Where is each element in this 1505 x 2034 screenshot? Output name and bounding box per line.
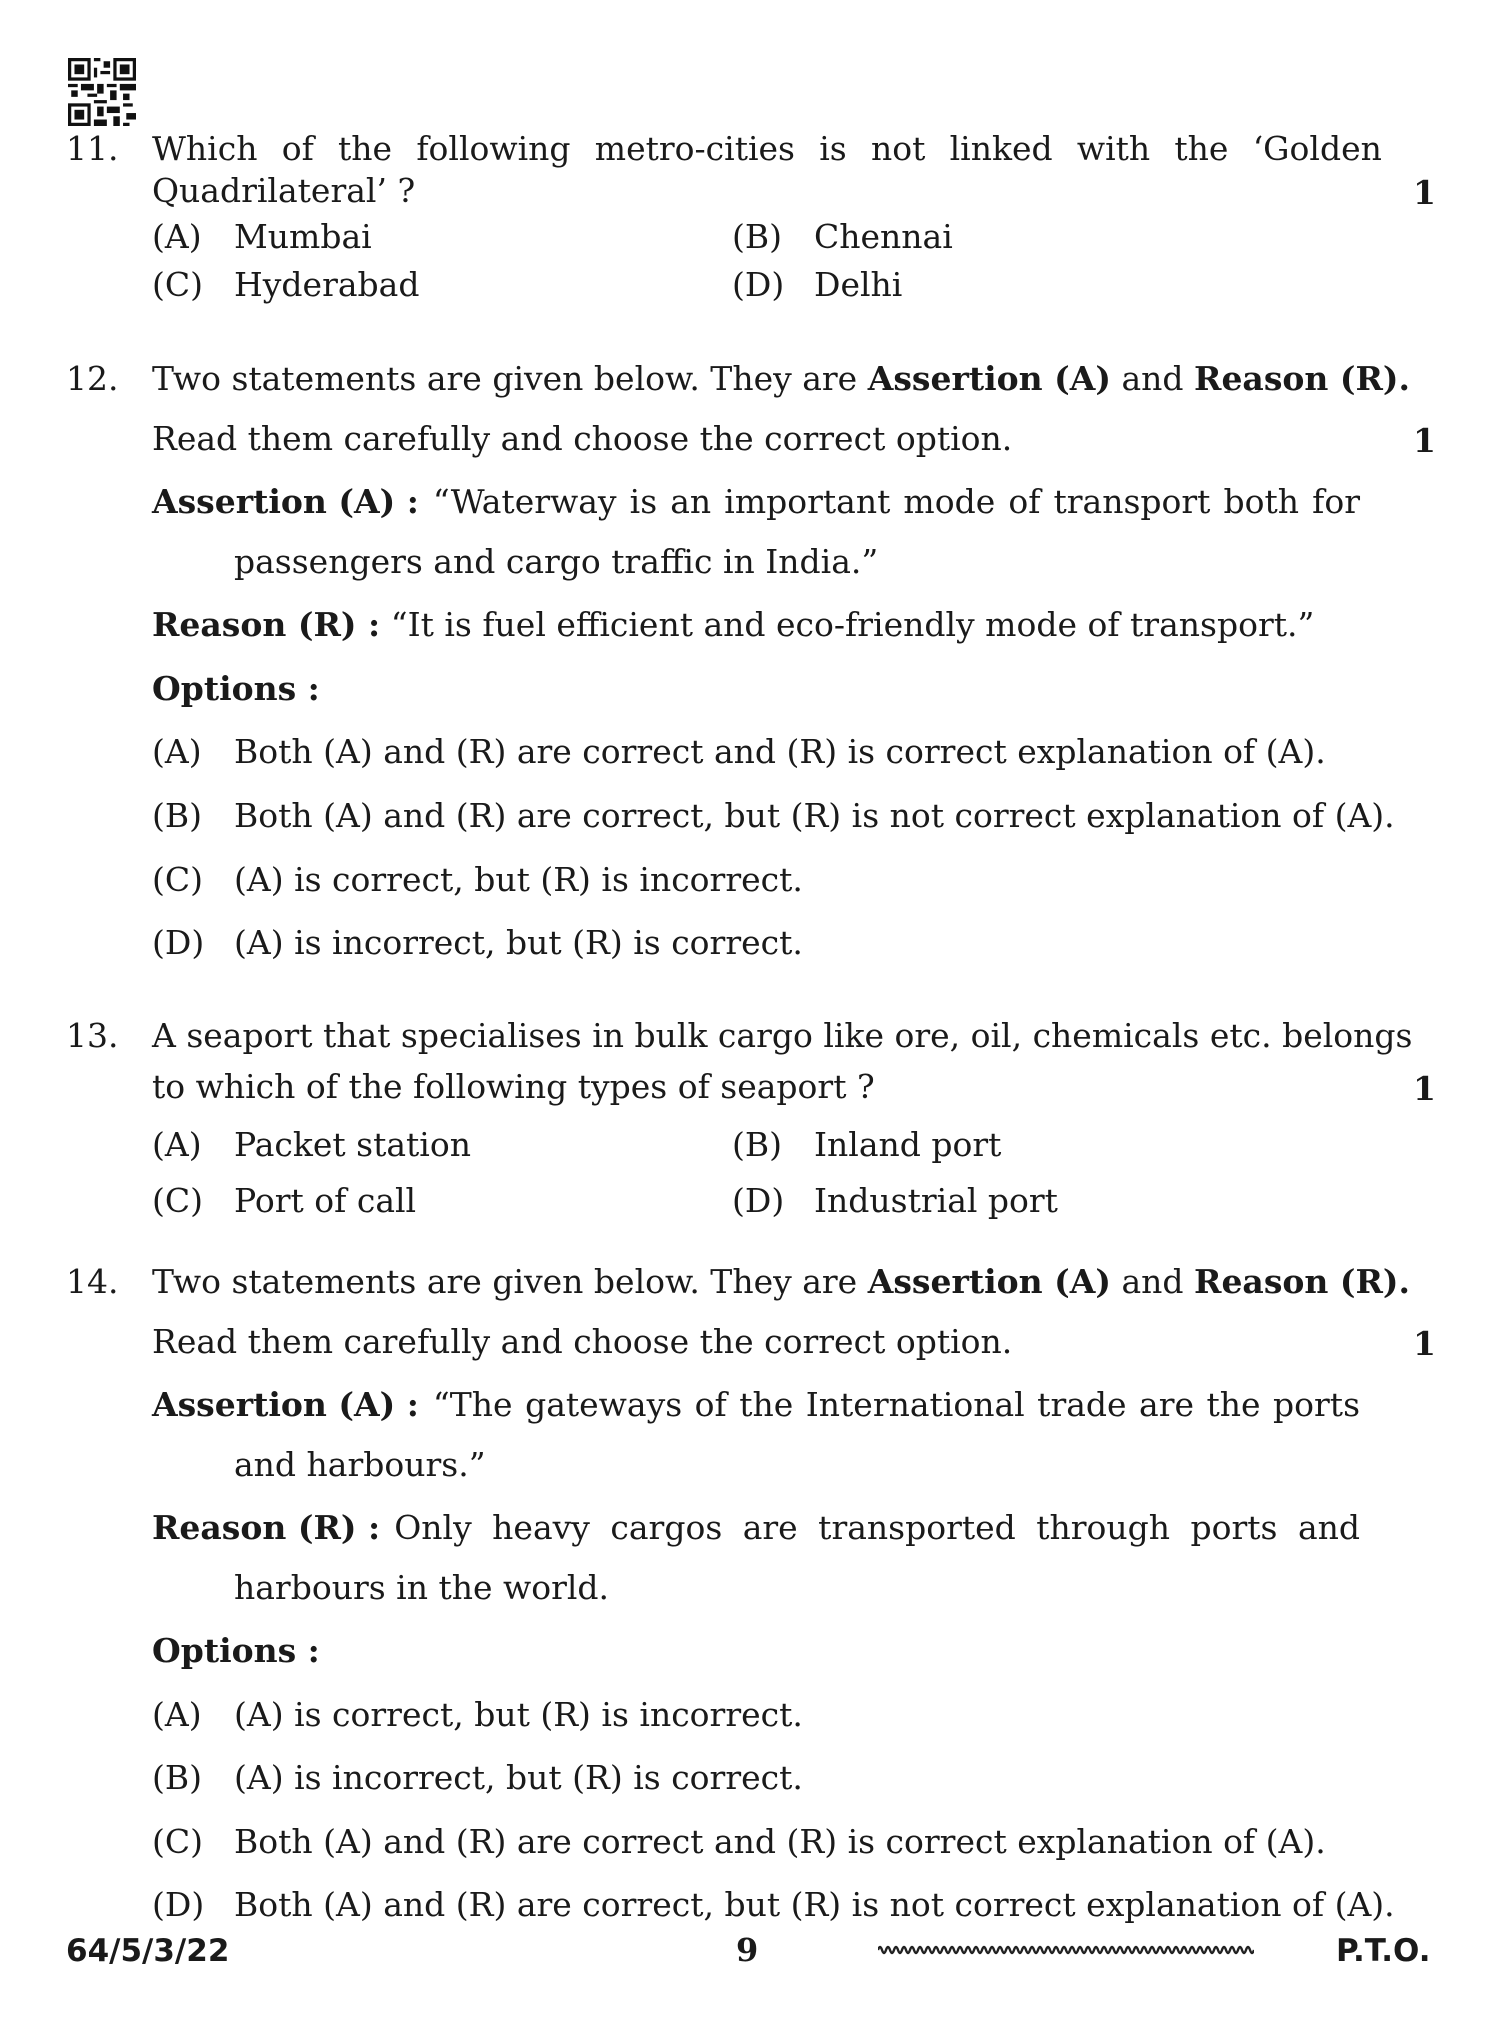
question-14-marks: 1 xyxy=(1413,1324,1436,1363)
q13-option-c-label: (C) xyxy=(152,1181,203,1220)
q14-assertion-label: Assertion (A) : xyxy=(152,1385,419,1424)
question-14-line-1 xyxy=(152,1261,1410,1302)
q14-reason-term: Reason (R) xyxy=(1194,1262,1399,1301)
question-11-number: 11. xyxy=(66,129,119,168)
q14-option-a-label: (A) xyxy=(152,1695,202,1734)
q11-option-b-label: (B) xyxy=(732,217,782,256)
q12-assertion-label: Assertion (A) : xyxy=(152,482,419,521)
q11-word: the xyxy=(1174,129,1229,168)
q11-word: with xyxy=(1076,129,1151,168)
q12-option-c-label: (C) xyxy=(152,860,203,899)
q12-reason-term: Reason (R) xyxy=(1194,359,1399,398)
q14-intro: Two statements are given below. They are xyxy=(152,1262,868,1301)
q11-word: ‘Golden xyxy=(1252,129,1382,168)
q13-option-a-text: Packet station xyxy=(234,1125,471,1164)
q14-options-heading: Options : xyxy=(152,1631,320,1670)
q13-option-c-text: Port of call xyxy=(234,1181,417,1220)
q12-option-d-label: (D) xyxy=(152,923,205,962)
q14-assertion-term: Assertion (A) xyxy=(867,1262,1111,1301)
q12-reason-text: “It is fuel efficient and eco-friendly mode of transport.” xyxy=(380,605,1315,644)
q12-reason xyxy=(152,604,1314,645)
q14-option-c-text: Both (A) and (R) are correct and (R) is correct explanation of (A). xyxy=(234,1822,1326,1861)
q14-option-d-text: Both (A) and (R) are correct, but (R) is not correct explanation of (A). xyxy=(234,1885,1395,1924)
q12-option-a-text: Both (A) and (R) are correct and (R) is correct explanation of (A). xyxy=(234,732,1326,771)
q14-assertion-line-1 xyxy=(152,1384,1360,1425)
q12-option-a-label: (A) xyxy=(152,732,202,771)
question-12-number: 12. xyxy=(66,359,119,398)
page-number: 9 xyxy=(736,1931,759,1969)
q11-option-b-text: Chennai xyxy=(814,217,953,256)
q14-assertion-line-2: and harbours.” xyxy=(234,1445,486,1484)
q12-option-b-label: (B) xyxy=(152,796,202,835)
q12-assertion-term: Assertion (A) xyxy=(867,359,1111,398)
q12-option-b-text: Both (A) and (R) are correct, but (R) is not correct explanation of (A). xyxy=(234,796,1395,835)
q14-option-c-label: (C) xyxy=(152,1822,203,1861)
q11-option-a-label: (A) xyxy=(152,217,202,256)
q14-period: . xyxy=(1398,1262,1411,1301)
q11-word: not xyxy=(870,129,926,168)
question-12-marks: 1 xyxy=(1413,421,1436,460)
q14-reason-line-1 xyxy=(152,1507,1360,1548)
q12-assertion-line-2: passengers and cargo traffic in India.” xyxy=(234,542,879,581)
q11-word: following xyxy=(416,129,571,168)
question-11-line-1 xyxy=(152,128,1382,169)
question-13-line-1: A seaport that specialises in bulk cargo like ore, oil, chemicals etc. belongs xyxy=(152,1016,1413,1055)
q13-option-b-label: (B) xyxy=(732,1125,782,1164)
q11-word: metro-cities xyxy=(594,129,795,168)
qr-code xyxy=(66,58,138,126)
q12-assertion-line-1 xyxy=(152,481,1360,522)
q14-option-b-text: (A) is incorrect, but (R) is correct. xyxy=(234,1758,803,1797)
q12-option-d-text: (A) is incorrect, but (R) is correct. xyxy=(234,923,803,962)
q14-option-b-label: (B) xyxy=(152,1758,202,1797)
q14-option-a-text: (A) is correct, but (R) is incorrect. xyxy=(234,1695,803,1734)
q13-option-b-text: Inland port xyxy=(814,1125,1002,1164)
q14-reason-text: Only heavy cargos are transported through ports and xyxy=(394,1508,1360,1547)
question-12-line-1 xyxy=(152,358,1410,399)
q12-option-c-text: (A) is correct, but (R) is incorrect. xyxy=(234,860,803,899)
question-13-number: 13. xyxy=(66,1016,119,1055)
q13-option-d-label: (D) xyxy=(732,1181,785,1220)
q11-word: is xyxy=(819,129,847,168)
q13-option-a-label: (A) xyxy=(152,1125,202,1164)
question-14-number: 14. xyxy=(66,1262,119,1301)
q11-word: Which xyxy=(152,129,258,168)
q11-option-c-text: Hyderabad xyxy=(234,265,420,304)
paper-code: 64/5/3/22 xyxy=(66,1933,230,1969)
q12-assertion-text: “Waterway is an important mode of transport both for xyxy=(432,482,1360,521)
q12-and: and xyxy=(1110,359,1195,398)
pto-label: P.T.O. xyxy=(1336,1933,1431,1969)
q11-word: linked xyxy=(949,129,1053,168)
q12-options-heading: Options : xyxy=(152,669,320,708)
q14-option-d-label: (D) xyxy=(152,1885,205,1924)
q14-assertion-text: “The gateways of the International trade are the ports xyxy=(432,1385,1360,1424)
q11-option-c-label: (C) xyxy=(152,265,203,304)
q11-word: of xyxy=(281,129,314,168)
q11-word: the xyxy=(338,129,393,168)
q11-option-d-text: Delhi xyxy=(814,265,903,304)
q14-reason-line-2: harbours in the world. xyxy=(234,1568,610,1607)
q12-period: . xyxy=(1398,359,1411,398)
q13-option-d-text: Industrial port xyxy=(814,1181,1058,1220)
question-13-marks: 1 xyxy=(1413,1069,1436,1108)
wave-line-ornament xyxy=(878,1942,1254,1958)
q14-and: and xyxy=(1110,1262,1195,1301)
question-14-line-2: Read them carefully and choose the correct option. xyxy=(152,1322,1013,1361)
q14-reason-label: Reason (R) : xyxy=(152,1508,381,1547)
question-13-line-2: to which of the following types of seaport ? xyxy=(152,1067,875,1106)
q11-option-d-label: (D) xyxy=(732,265,785,304)
question-11-marks: 1 xyxy=(1413,173,1436,212)
q12-intro: Two statements are given below. They are xyxy=(152,359,868,398)
question-12-line-2: Read them carefully and choose the correct option. xyxy=(152,419,1013,458)
question-11-line-2: Quadrilateral’ ? xyxy=(152,171,416,210)
q11-option-a-text: Mumbai xyxy=(234,217,372,256)
q12-reason-label: Reason (R) : xyxy=(152,605,381,644)
